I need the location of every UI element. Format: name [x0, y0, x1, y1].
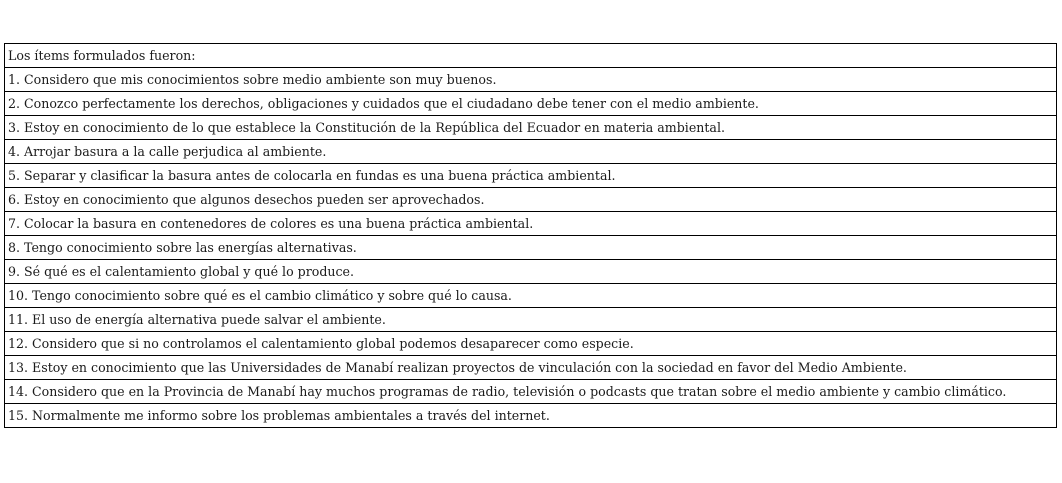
item-cell: 5. Separar y clasificar la basura antes de colocarla en fundas es una buena práctica ambiental. — [5, 164, 1057, 188]
item-cell: 11. El uso de energía alternativa puede salvar el ambiente. — [5, 308, 1057, 332]
table-row — [5, 188, 1057, 212]
table-row — [5, 140, 1057, 164]
items-table — [4, 43, 1057, 428]
item-cell: 4. Arrojar basura a la calle perjudica al ambiente. — [5, 140, 1057, 164]
table-row — [5, 356, 1057, 380]
item-cell: 15. Normalmente me informo sobre los problemas ambientales a través del internet. — [5, 404, 1057, 428]
table-row — [5, 332, 1057, 356]
table-row — [5, 164, 1057, 188]
table-row — [5, 284, 1057, 308]
item-cell: 2. Conozco perfectamente los derechos, obligaciones y cuidados que el ciudadano debe tener con el medio ambiente. — [5, 92, 1057, 116]
table-row — [5, 92, 1057, 116]
table-row — [5, 308, 1057, 332]
table-row — [5, 68, 1057, 92]
item-cell: 1. Considero que mis conocimientos sobre medio ambiente son muy buenos. — [5, 68, 1057, 92]
table-row — [5, 212, 1057, 236]
table-row — [5, 260, 1057, 284]
table-row — [5, 116, 1057, 140]
table-header-row — [5, 44, 1057, 68]
item-cell: 7. Colocar la basura en contenedores de colores es una buena práctica ambiental. — [5, 212, 1057, 236]
item-cell: 10. Tengo conocimiento sobre qué es el cambio climático y sobre qué lo causa. — [5, 284, 1057, 308]
item-cell: 6. Estoy en conocimiento que algunos desechos pueden ser aprovechados. — [5, 188, 1057, 212]
table-header-cell: Los ítems formulados fueron: — [5, 44, 1057, 68]
table-row — [5, 380, 1057, 404]
item-cell: 8. Tengo conocimiento sobre las energías alternativas. — [5, 236, 1057, 260]
item-cell: 12. Considero que si no controlamos el calentamiento global podemos desaparecer como especie. — [5, 332, 1057, 356]
item-cell: 14. Considero que en la Provincia de Manabí hay muchos programas de radio, televisión o podcasts que tratan sobre el medio ambiente y cambio climático. — [5, 380, 1057, 404]
item-cell: 9. Sé qué es el calentamiento global y qué lo produce. — [5, 260, 1057, 284]
item-cell: 13. Estoy en conocimiento que las Universidades de Manabí realizan proyectos de vinculación con la sociedad en favor del Medio Ambiente. — [5, 356, 1057, 380]
table-row — [5, 404, 1057, 428]
table-row — [5, 236, 1057, 260]
item-cell: 3. Estoy en conocimiento de lo que establece la Constitución de la República del Ecuador en materia ambiental. — [5, 116, 1057, 140]
